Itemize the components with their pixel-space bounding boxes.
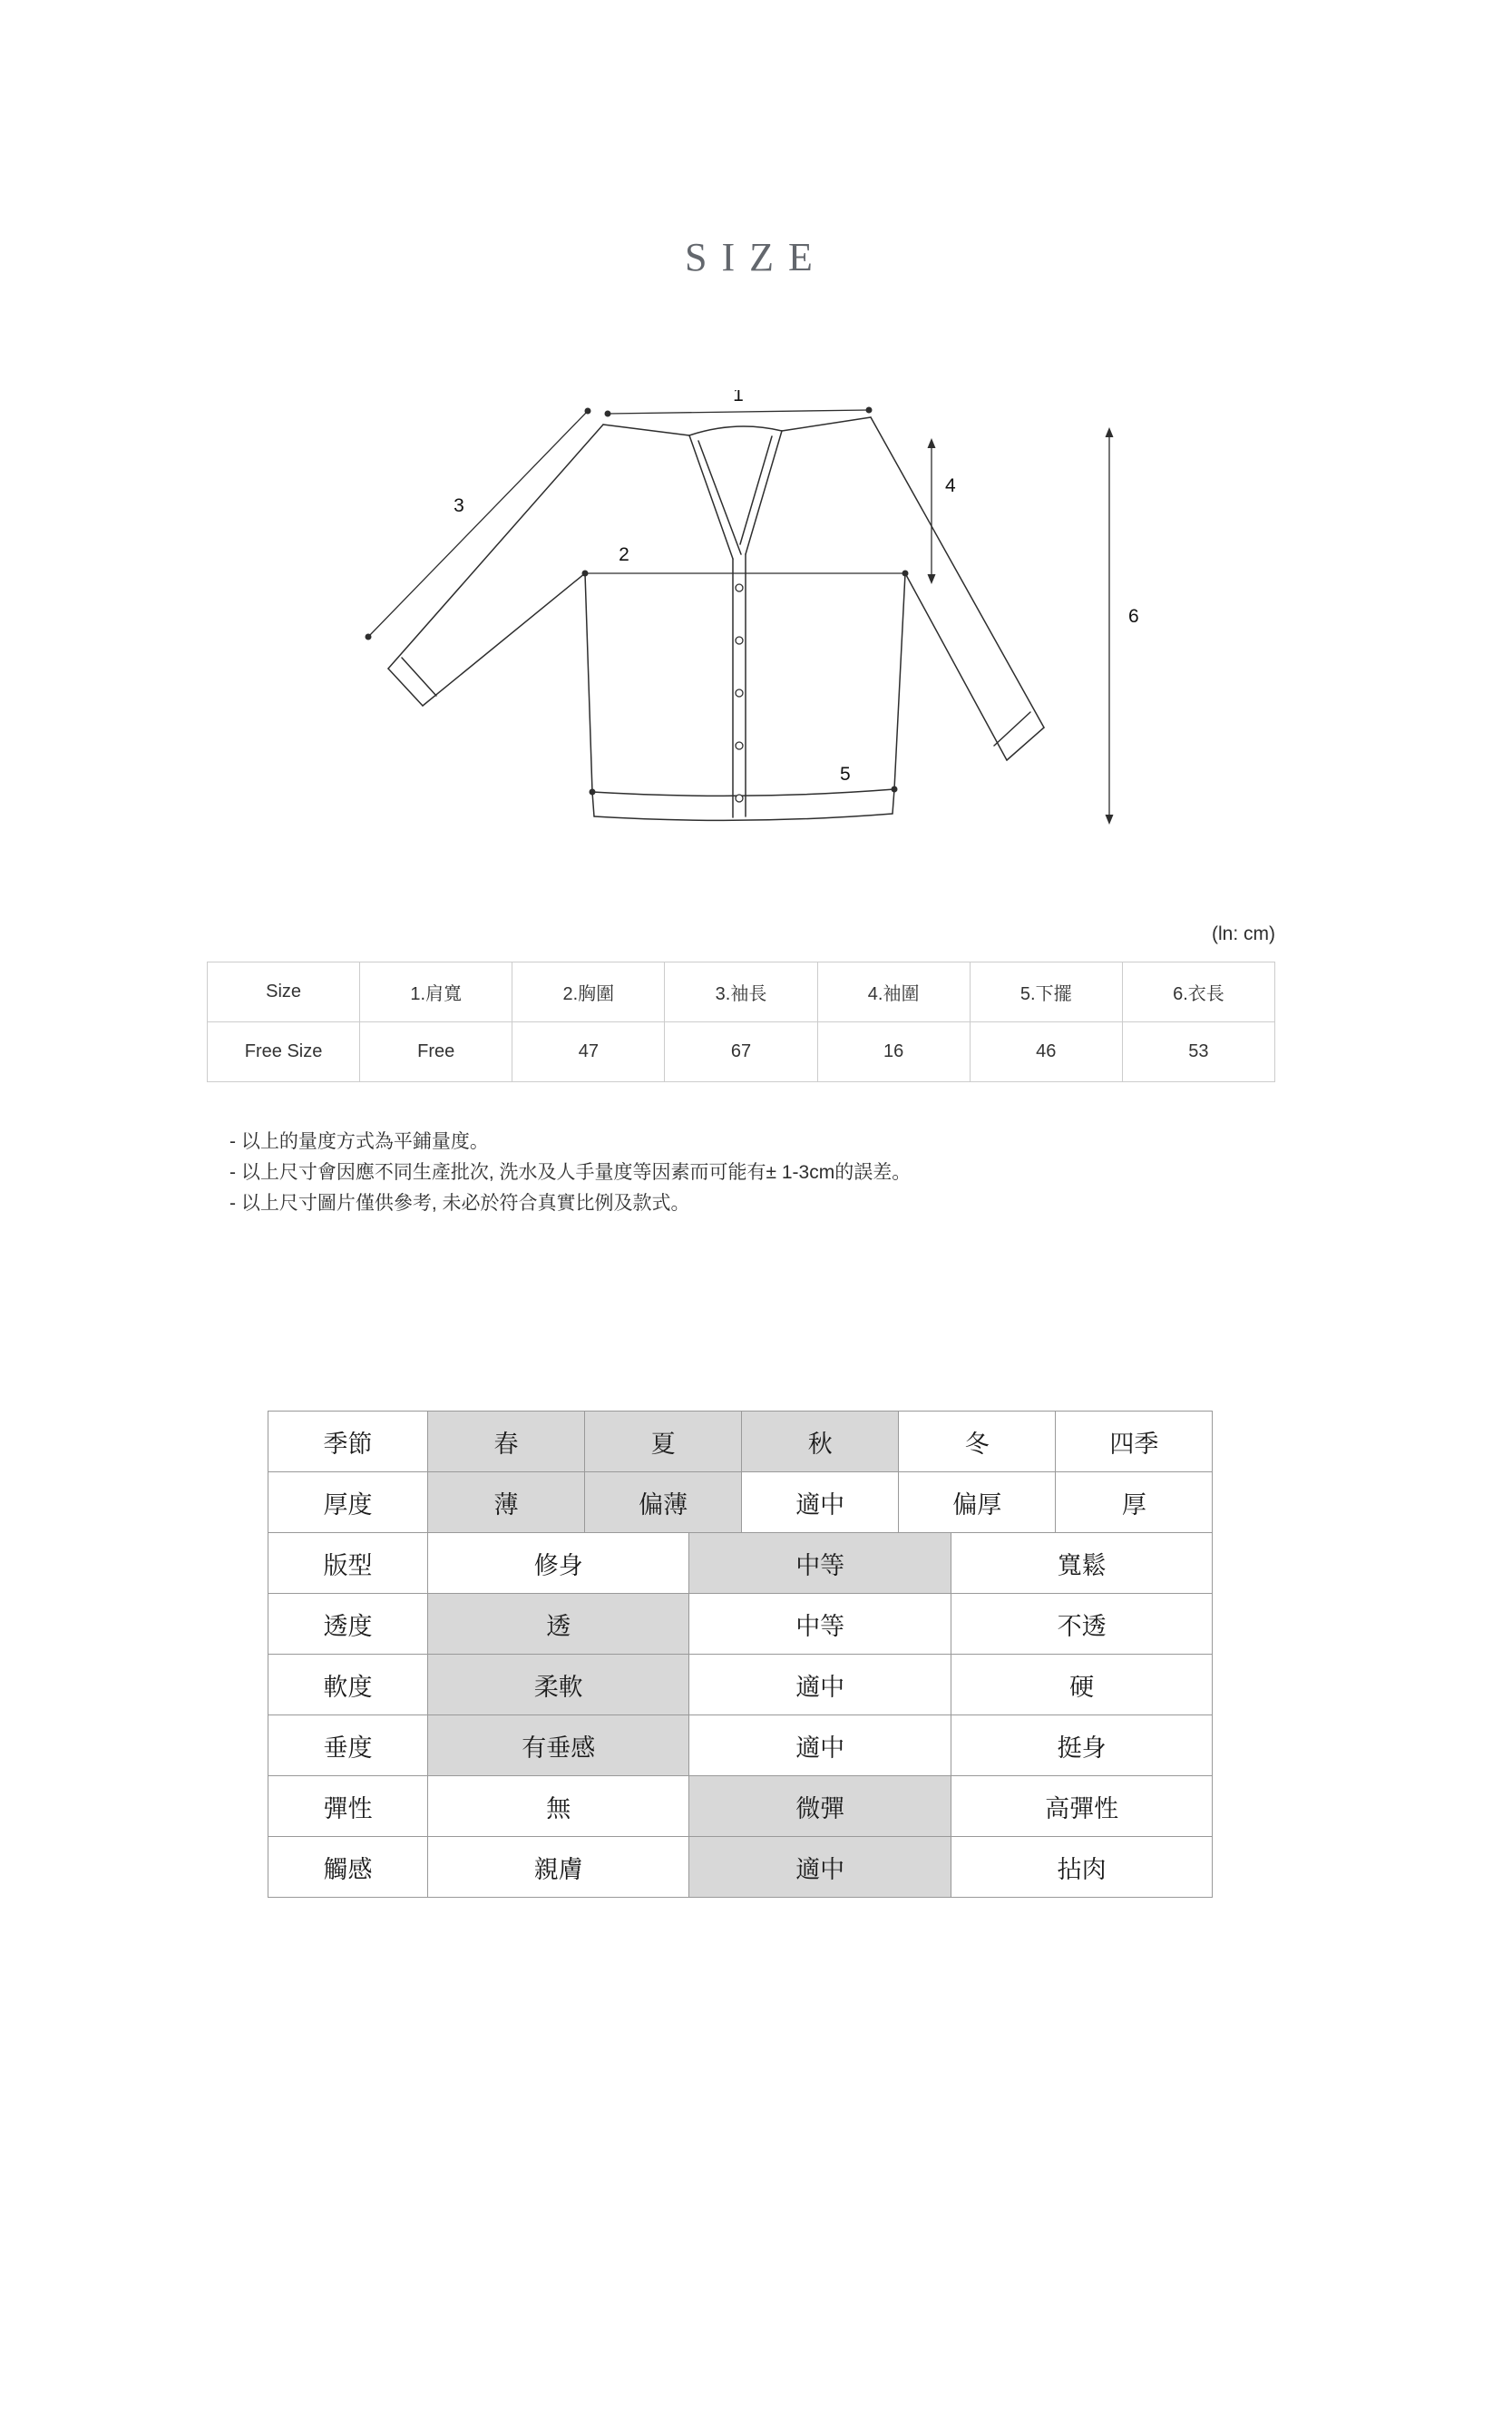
feature-option: 偏厚 [899, 1472, 1056, 1533]
size-note-line: - 以上的量度方式為平鋪量度。 [229, 1131, 489, 1152]
size-table-header-cell: 2.胸圍 [512, 962, 665, 1022]
size-table-cell: 53 [1122, 1022, 1274, 1082]
feature-label: 厚度 [268, 1472, 428, 1533]
feature-label: 彈性 [268, 1776, 428, 1837]
feature-row [268, 1715, 1213, 1776]
feature-label: 觸感 [268, 1837, 428, 1898]
size-table-header-cell: 1.肩寬 [360, 962, 512, 1022]
measurement-label-5: 5 [840, 764, 851, 785]
feature-option: 適中 [742, 1472, 899, 1533]
feature-option: 無 [428, 1776, 689, 1837]
measurement-label-2: 2 [619, 544, 629, 565]
feature-option: 中等 [689, 1594, 951, 1655]
page-title: SIZE [685, 235, 827, 279]
feature-option: 拈肉 [951, 1837, 1212, 1898]
feature-row [268, 1655, 1213, 1715]
feature-option-selected: 偏薄 [585, 1472, 742, 1533]
feature-label: 透度 [268, 1594, 428, 1655]
feature-option-selected: 透 [428, 1594, 689, 1655]
feature-option: 冬 [899, 1412, 1056, 1472]
feature-option-selected: 夏 [585, 1412, 742, 1472]
measurement-endpoints [366, 407, 1114, 826]
feature-row [268, 1594, 1213, 1655]
feature-option: 適中 [689, 1715, 951, 1776]
feature-row [268, 1472, 1213, 1533]
size-note-line: - 以上尺寸會因應不同生產批次, 洗水及人手量度等因素而可能有± 1-3cm的誤差。 [229, 1162, 912, 1183]
feature-option: 修身 [428, 1533, 689, 1594]
button-icons [736, 584, 743, 802]
size-table-cell: Free [360, 1022, 512, 1082]
feature-option: 高彈性 [951, 1776, 1212, 1837]
feature-option-selected: 秋 [742, 1412, 899, 1472]
feature-option: 適中 [689, 1655, 951, 1715]
feature-row [268, 1412, 1213, 1472]
size-note-line: - 以上尺寸圖片僅供參考, 未必於符合真實比例及款式。 [229, 1193, 690, 1214]
feature-table [268, 1411, 1213, 1898]
measurement-label-3: 3 [454, 495, 464, 516]
feature-row [268, 1837, 1213, 1898]
size-table-cell: 16 [817, 1022, 970, 1082]
feature-label: 季節 [268, 1412, 428, 1472]
measurement-label-4: 4 [945, 475, 956, 496]
feature-label: 軟度 [268, 1655, 428, 1715]
feature-option-selected: 春 [428, 1412, 585, 1472]
unit-note: (ln: cm) [1212, 923, 1275, 944]
measurement-label-6: 6 [1128, 606, 1139, 627]
size-table-cell: 47 [512, 1022, 665, 1082]
measurement-labels [454, 390, 1139, 785]
feature-option-selected: 有垂感 [428, 1715, 689, 1776]
feature-option: 親膚 [428, 1837, 689, 1898]
feature-option: 寬鬆 [951, 1533, 1212, 1594]
feature-row [268, 1776, 1213, 1837]
size-table [207, 962, 1275, 1082]
feature-label: 版型 [268, 1533, 428, 1594]
feature-option-selected: 適中 [689, 1837, 951, 1898]
size-table-header-cell: 3.袖長 [665, 962, 817, 1022]
size-notes [229, 1127, 1318, 1219]
size-table-cell: 46 [970, 1022, 1122, 1082]
size-table-cell: Free Size [208, 1022, 360, 1082]
feature-option-selected: 微彈 [689, 1776, 951, 1837]
measurement-lines [368, 410, 1109, 818]
feature-row [268, 1533, 1213, 1594]
feature-option-selected: 中等 [689, 1533, 951, 1594]
size-table-cell: 67 [665, 1022, 817, 1082]
cardigan-line-drawing [352, 390, 1168, 871]
size-table-row [208, 1022, 1275, 1082]
feature-option: 硬 [951, 1655, 1212, 1715]
feature-label: 垂度 [268, 1715, 428, 1776]
size-table-header-cell: Size [208, 962, 360, 1022]
garment-measurement-diagram [352, 390, 1168, 871]
feature-option-selected: 柔軟 [428, 1655, 689, 1715]
feature-option-selected: 薄 [428, 1472, 585, 1533]
size-table-header-cell: 5.下擺 [970, 962, 1122, 1022]
size-table-header-row [208, 962, 1275, 1022]
feature-option: 四季 [1056, 1412, 1213, 1472]
size-table-header-cell: 6.衣長 [1122, 962, 1274, 1022]
size-table-header-cell: 4.袖圍 [817, 962, 970, 1022]
measurement-label-1: 1 [733, 390, 744, 405]
feature-option: 不透 [951, 1594, 1212, 1655]
feature-option: 厚 [1056, 1472, 1213, 1533]
feature-option: 挺身 [951, 1715, 1212, 1776]
